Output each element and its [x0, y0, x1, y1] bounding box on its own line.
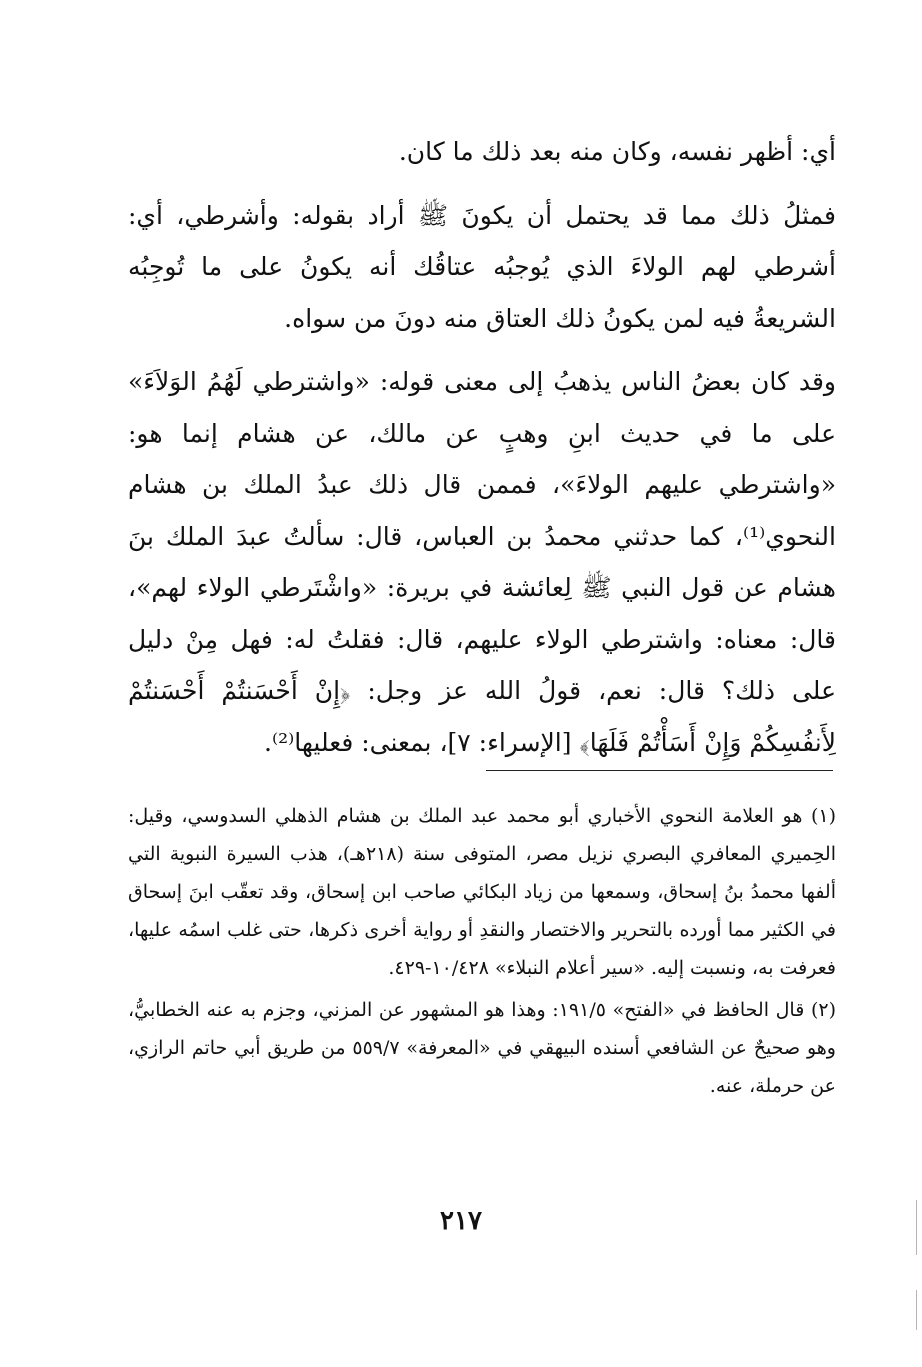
paragraph-2: فمثلُ ذلك مما قد يحتمل أن يكونَ ﷺ أراد بقوله: وأشرطي، أي: أشرطي لهم الولاءَ الذي يُوجبُه عتاقُك أنه يكونُ على ما تُوجِبُه الشريعةُ فيه لمن يكونُ ذلك العتاق منه دونَ من سواه. — [128, 200, 836, 333]
footnote-separator — [486, 770, 833, 771]
footnote-1: (١) هو العلامة النحوي الأخباري أبو محمد عبد الملك بن هشام الذهلي السدوسي، وقيل: الحِميري المعافري البصري نزيل مصر، المتوفى سنة (٢١٨هـ)، هذب السيرة النبوية التي ألفها محمدُ بنُ إسحاق، وسمعها من زياد البكائي صاحب ابن إسحاق، وقد تعقّب ابنَ إسحاق في الكثير مما أورده بالتحرير والاختصار والنقدِ أو رواية أخرى ذكرها، حتى غلب اسمُه عليها، فعرفت به، ونسبت إليه. «سير أعلام النبلاء» ١٠/٤٢٨-٤٢٩. — [128, 805, 836, 979]
scan-edge-mark — [916, 1200, 917, 1255]
paragraph-1: أي: أظهر نفسه، وكان منه بعد ذلك ما كان. — [398, 137, 836, 166]
scan-edge-mark — [916, 1290, 917, 1330]
page-number: ٢١٧ — [440, 1206, 482, 1236]
footnotes — [128, 797, 836, 1105]
paragraph-3: وقد كان بعضُ الناس يذهبُ إلى معنى قوله: «واشترطي لَهُمُ الوَلاَءَ» على ما في حديث ابنِ وهبٍ عن مالك، عن هشام إنما هو: «واشترطي عليهم الولاءَ»، فممن قال ذلك عبدُ الملك بن هشام النحوي⁽¹⁾، كما حدثني محمدُ بن العباس، قال: سألتُ عبدَ الملك بنَ هشام عن قول النبي ﷺ لِعائشة في بريرة: «واشْتَرطي الولاء لهم»، قال: معناه: واشترطي الولاء عليهم، قال: فقلتُ له: فهل مِنْ دليل على ذلك؟ قال: نعم، قولُ الله عز وجل: ﴿إِنْ أَحْسَنتُمْ أَحْسَنتُمْ لِأَنفُسِكُمْ وَإِنْ أَسَأْتُمْ فَلَهَا﴾ [الإسراء: ٧]، بمعنى: فعليها⁽²⁾. — [128, 367, 836, 757]
footnote-2: (٢) قال الحافظ في «الفتح» ١٩١/٥: وهذا هو المشهور عن المزني، وجزم به عنه الخطابيُّ، وهو صحيحٌ عن الشافعي أسنده البيهقي في «المعرفة» ٥٥٩/٧ من طريق أبي حاتم الرازي، عن حرملة، عنه. — [128, 999, 837, 1097]
main-text — [128, 126, 836, 768]
